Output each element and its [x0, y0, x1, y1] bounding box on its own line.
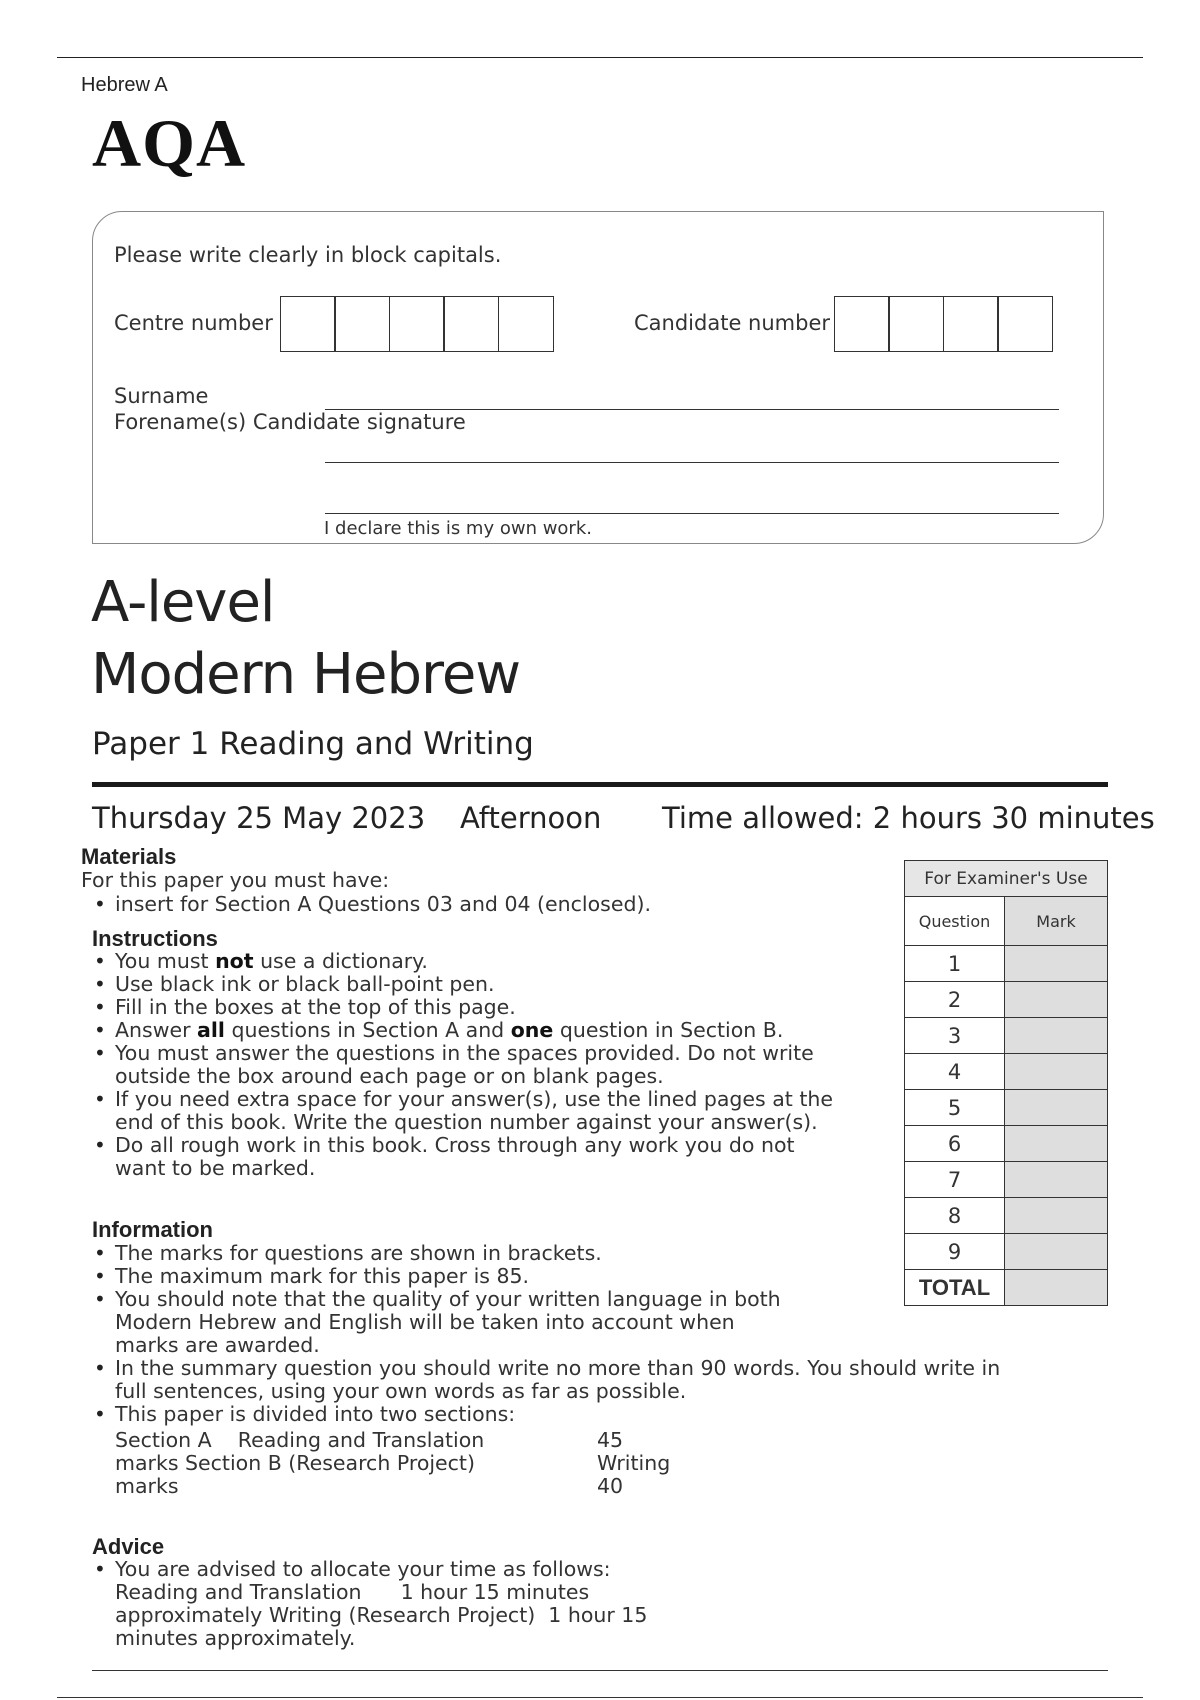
centre-number-cell[interactable]	[334, 296, 390, 352]
sections-breakdown: Section A Reading and Translation marks Section B (Research Project) marks	[115, 1428, 491, 1498]
instructions-heading: Instructions	[92, 926, 218, 951]
time-allowed: Time allowed: 2 hours 30 minutes	[662, 801, 1155, 835]
materials-item: • insert for Section A Questions 03 and 04 (enclosed).	[92, 893, 872, 916]
materials-list	[92, 893, 872, 916]
information-item: • The maximum mark for this paper is 85.	[92, 1265, 1022, 1288]
examiners-use-table	[904, 860, 1108, 1306]
candidate-number-cell[interactable]	[888, 296, 944, 352]
top-rule	[57, 57, 1143, 58]
centre-number-cell[interactable]	[443, 296, 499, 352]
exam-session: Afternoon	[460, 801, 602, 835]
mark-cell	[1005, 1054, 1108, 1090]
declaration-text: I declare this is my own work.	[324, 518, 592, 539]
title-rule	[92, 782, 1108, 787]
question-number: 2	[905, 982, 1005, 1018]
exam-level: A-level	[91, 570, 275, 635]
information-list	[92, 1242, 1022, 1426]
surname-label: Surname	[114, 384, 209, 408]
question-number: 5	[905, 1090, 1005, 1126]
centre-number-cell[interactable]	[389, 296, 445, 352]
aqa-logo: AQA	[92, 105, 247, 181]
instruction-item: • If you need extra space for your answer(s), use the lined pages at the end of this book. Write the question number against your answer(s).	[92, 1088, 865, 1134]
mark-cell	[1005, 946, 1108, 982]
instruction-item: • Fill in the boxes at the top of this page.	[92, 996, 872, 1019]
mark-cell	[1005, 1198, 1108, 1234]
advice-list	[92, 1558, 792, 1581]
instructions-list	[92, 950, 872, 1180]
signature-line[interactable]	[325, 513, 1059, 514]
candidate-number-cell[interactable]	[997, 296, 1053, 352]
instruction-item: • Answer all questions in Section A and one question in Section B.	[92, 1019, 872, 1042]
candidate-number-label: Candidate number	[634, 311, 830, 335]
information-item: • You should note that the quality of your written language in both Modern Hebrew and English will be taken into account when marks are awarded.	[92, 1288, 785, 1357]
paper-title: Paper 1 Reading and Writing	[92, 726, 534, 762]
centre-number-label: Centre number	[114, 311, 273, 335]
question-number: 3	[905, 1018, 1005, 1054]
total-label: TOTAL	[905, 1270, 1005, 1306]
instruction-item: • Use black ink or black ball-point pen.	[92, 973, 872, 996]
mark-cell	[1005, 1162, 1108, 1198]
question-number: 7	[905, 1162, 1005, 1198]
advice-item: • You are advised to allocate your time as follows:	[92, 1558, 792, 1581]
advice-heading: Advice	[92, 1534, 165, 1559]
forenames-line[interactable]	[325, 462, 1059, 463]
question-number: 8	[905, 1198, 1005, 1234]
information-item: • In the summary question you should write no more than 90 words. You should write in full sentences, using your own words as far as possible.	[92, 1357, 1015, 1403]
information-item: • The marks for questions are shown in brackets.	[92, 1242, 1022, 1265]
centre-number-field[interactable]	[281, 296, 554, 352]
examiner-table-title: For Examiner's Use	[905, 861, 1108, 897]
exam-subject: Modern Hebrew	[91, 642, 521, 707]
time-allocation: Reading and Translation 1 hour 15 minutes approximately Writing (Research Project) 1 hour 15 minutes approximately.	[115, 1580, 654, 1650]
exam-date: Thursday 25 May 2023	[92, 801, 426, 835]
subject-tag: Hebrew A	[81, 74, 168, 96]
materials-heading: Materials	[81, 844, 177, 869]
mark-cell	[1005, 1090, 1108, 1126]
question-number: 1	[905, 946, 1005, 982]
centre-number-cell[interactable]	[498, 296, 554, 352]
candidate-number-field[interactable]	[835, 296, 1053, 352]
forenames-signature-label: Forename(s) Candidate signature	[114, 410, 466, 434]
total-mark-cell	[1005, 1270, 1108, 1306]
page-base-rule	[57, 1697, 1143, 1698]
information-heading: Information	[92, 1217, 213, 1242]
question-number: 6	[905, 1126, 1005, 1162]
candidate-number-cell[interactable]	[943, 296, 999, 352]
instruction-item: • Do all rough work in this book. Cross through any work you do not want to be marked.	[92, 1134, 835, 1180]
mark-cell	[1005, 1234, 1108, 1270]
instruction-item: • You must answer the questions in the spaces provided. Do not write outside the box around each page or on blank pages.	[92, 1042, 815, 1088]
information-item: • This paper is divided into two sections:	[92, 1403, 1022, 1426]
question-column-header: Question	[905, 897, 1005, 946]
sections-marks: 45 Writing 40	[597, 1428, 671, 1498]
materials-intro: For this paper you must have:	[81, 868, 390, 892]
block-capitals-instruction: Please write clearly in block capitals.	[114, 243, 502, 267]
question-number: 4	[905, 1054, 1005, 1090]
mark-cell	[1005, 982, 1108, 1018]
question-number: 9	[905, 1234, 1005, 1270]
candidate-number-cell[interactable]	[834, 296, 890, 352]
centre-number-cell[interactable]	[280, 296, 336, 352]
bottom-rule	[92, 1670, 1108, 1671]
mark-cell	[1005, 1018, 1108, 1054]
mark-column-header: Mark	[1005, 897, 1108, 946]
mark-cell	[1005, 1126, 1108, 1162]
instruction-item: • You must not use a dictionary.	[92, 950, 872, 973]
